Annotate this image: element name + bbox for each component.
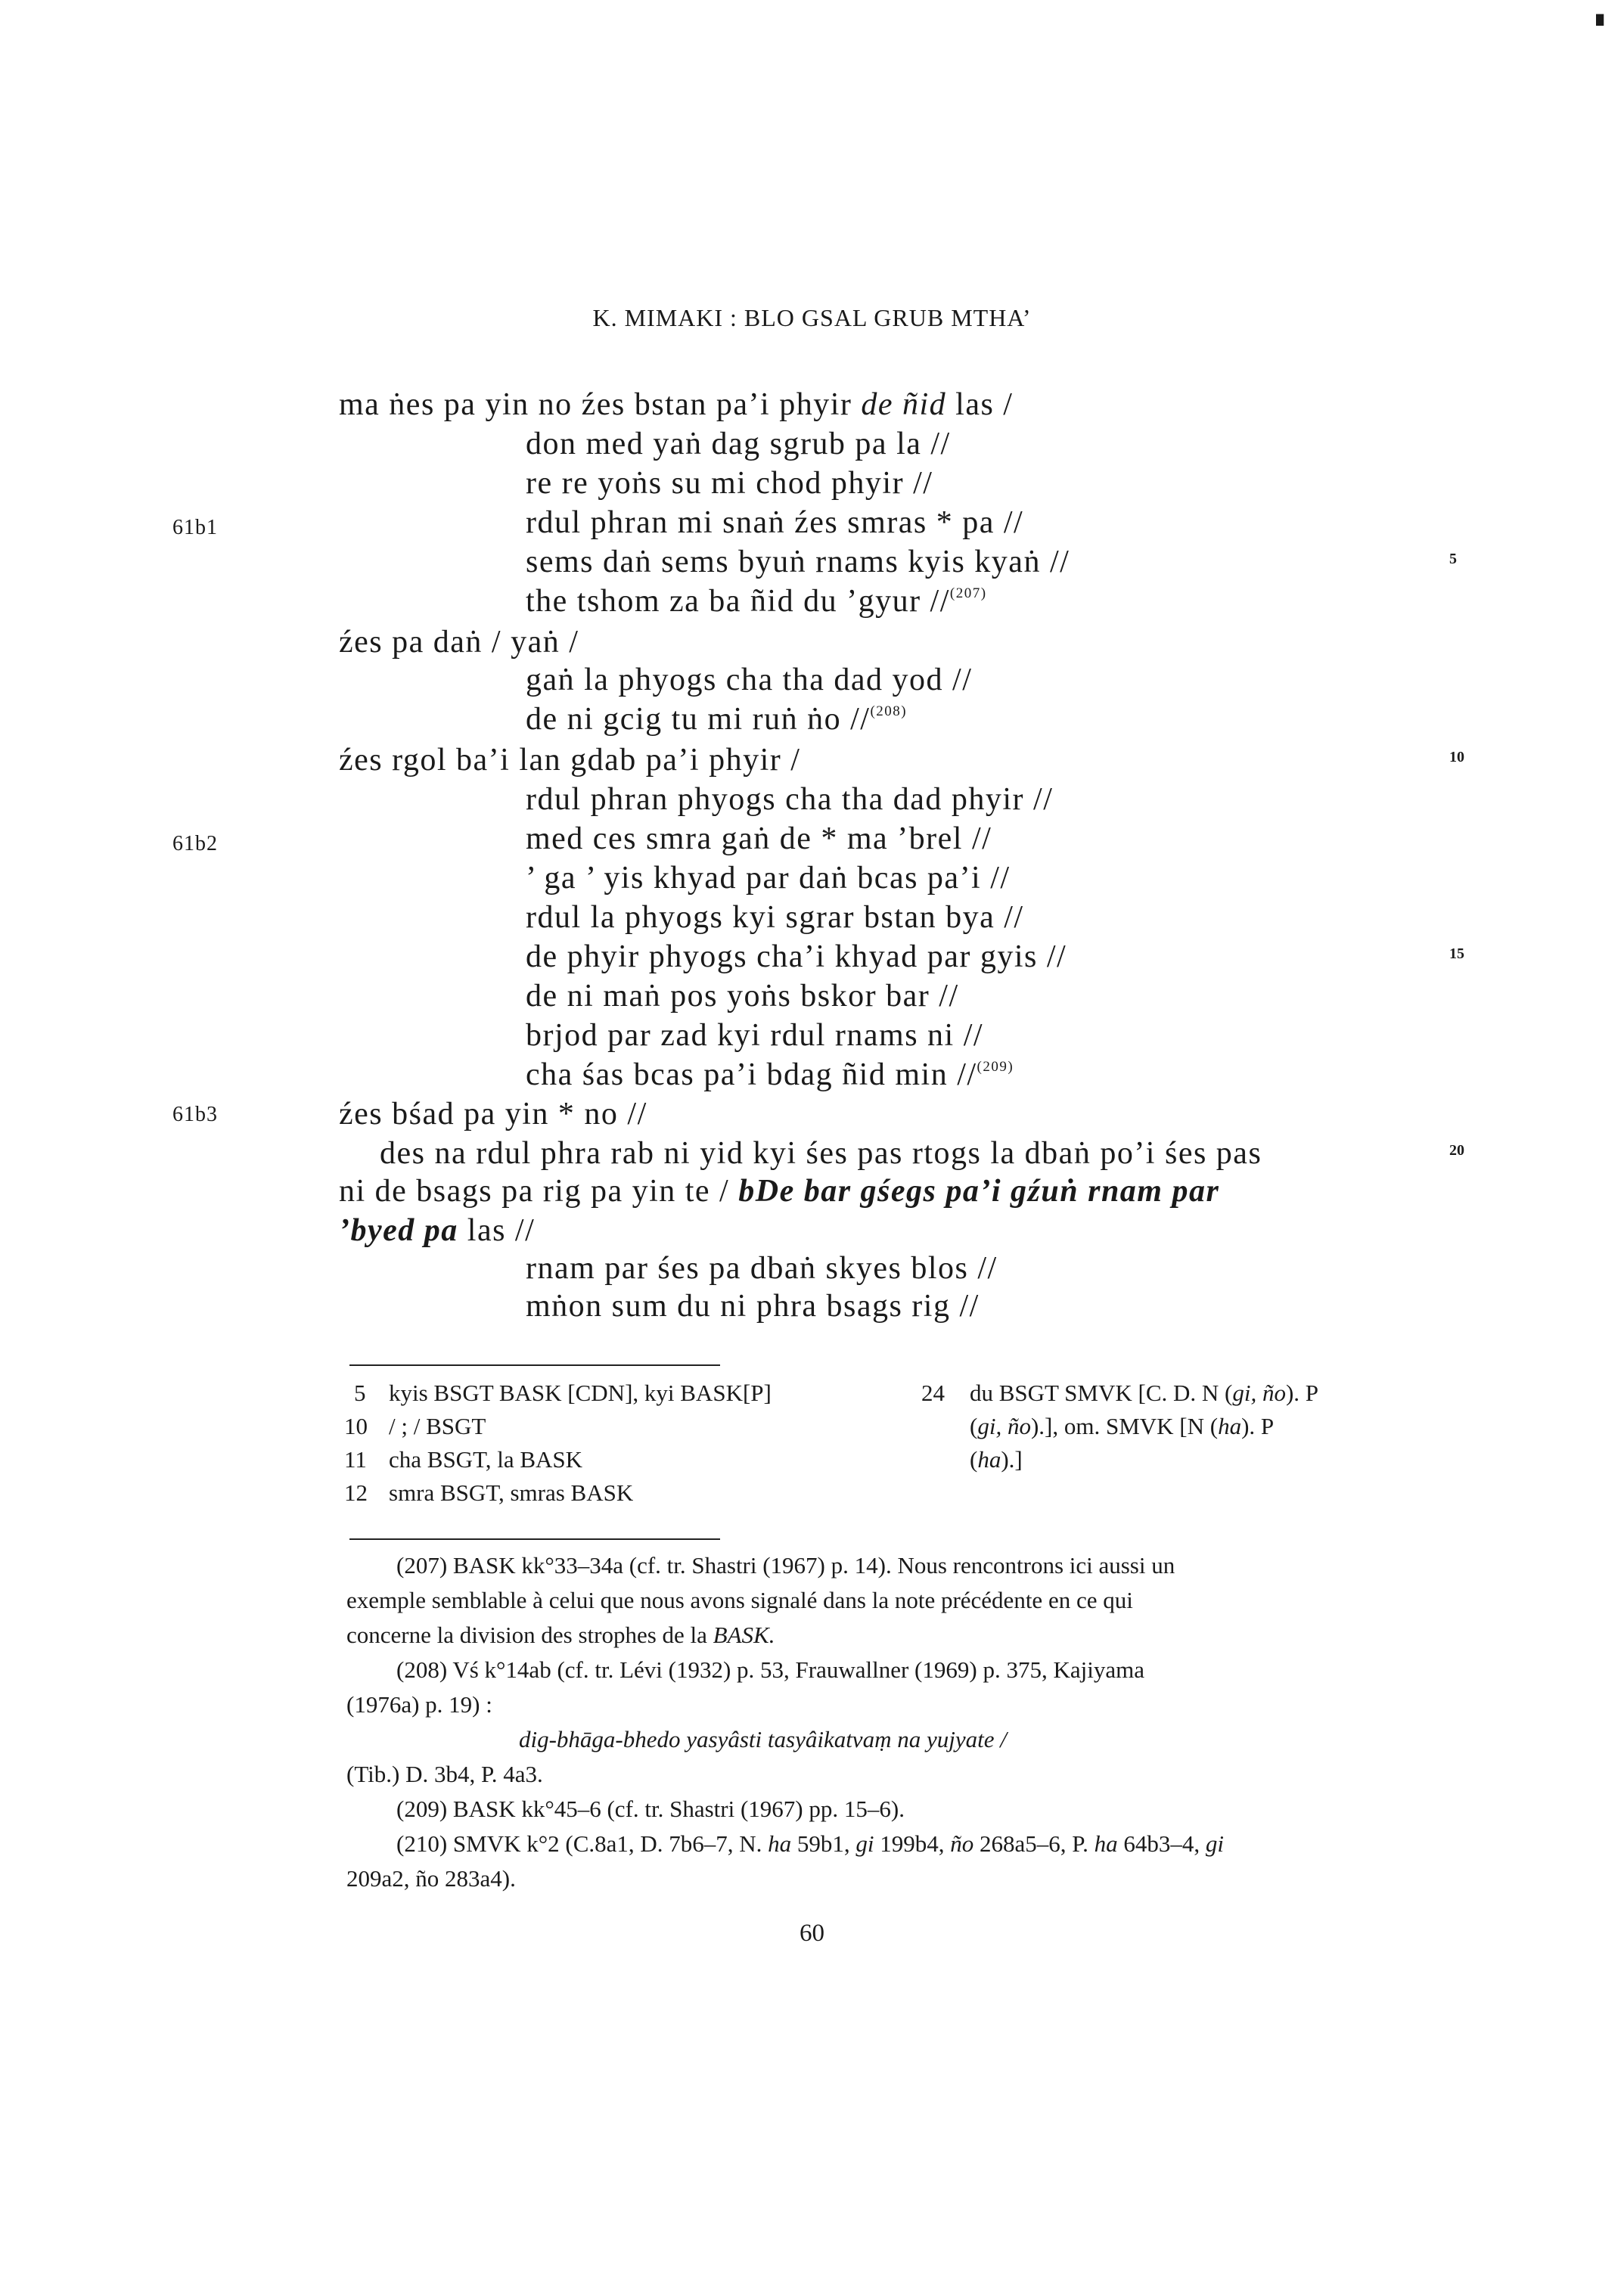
apparatus-entry-right: 24 du BSGT SMVK [C. D. N (gi, ño). P bbox=[921, 1380, 1319, 1406]
folio-ref: 61b2 bbox=[172, 832, 218, 855]
text-line: rdul phran mi snaṅ źes smras * pa // bbox=[526, 505, 1024, 540]
apparatus-rule bbox=[349, 1364, 720, 1366]
text-line: don med yaṅ dag sgrub pa la // bbox=[526, 427, 951, 461]
text-line: mṅon sum du ni phra bsags rig // bbox=[526, 1289, 980, 1324]
apparatus-entry: 11 cha BSGT, la BASK bbox=[344, 1446, 583, 1473]
footnote-210: (210) SMVK k°2 (C.8a1, D. 7b6–7, N. ha 59b1, gi 199b4, ño 268a5–6, P. ha 64b3–4, gi bbox=[396, 1830, 1224, 1857]
line-number: 20 bbox=[1449, 1142, 1464, 1159]
text-line: de ni gcig tu mi ruṅ ṅo //$^{(208)}$ bbox=[526, 702, 908, 737]
text-line: źes bśad pa yin * no // bbox=[339, 1097, 647, 1131]
page-number: 60 bbox=[800, 1920, 824, 1947]
footnote-rule bbox=[349, 1538, 720, 1540]
text-line: ’byed pa las // bbox=[339, 1213, 536, 1248]
footnote-line: concerne la division des strophes de la BASK. bbox=[346, 1622, 775, 1648]
text-line: rnam par śes pa dbaṅ skyes blos // bbox=[526, 1251, 998, 1286]
line-number: 15 bbox=[1449, 945, 1464, 962]
text-line: gaṅ la phyogs cha tha dad yod // bbox=[526, 663, 973, 697]
running-header: K. MIMAKI : BLO GSAL GRUB MTHA’ bbox=[592, 304, 1032, 331]
footnote-line: 209a2, ño 283a4). bbox=[346, 1865, 516, 1892]
apparatus-entry: 10 / ; / BSGT bbox=[344, 1413, 486, 1439]
footnote-sanskrit: dig-bhāga-bhedo yasyâsti tasyâikatvaṃ na yujyate / bbox=[519, 1726, 1007, 1752]
apparatus-entry-right: (gi, ño).], om. SMVK [N (ha). P bbox=[970, 1413, 1275, 1439]
text-line: des na rdul phra rab ni yid kyi śes pas rtogs la dbaṅ po’i śes pas bbox=[380, 1136, 1262, 1171]
text-line: rdul la phyogs kyi sgrar bstan bya // bbox=[526, 900, 1024, 935]
footnote-line: exemple semblable à celui que nous avons signalé dans la note précédente en ce qui bbox=[346, 1587, 1133, 1613]
apparatus-entry: 12 smra BSGT, smras BASK bbox=[344, 1479, 634, 1506]
footnote-line: (1976a) p. 19) : bbox=[346, 1691, 492, 1718]
line-number: 5 bbox=[1449, 551, 1457, 567]
footnote-207: (207) BASK kk°33–34a (cf. tr. Shastri (1967) p. 14). Nous rencontrons ici aussi un bbox=[396, 1552, 1175, 1578]
corner-mark: ▝ bbox=[1588, 15, 1604, 37]
text-line: ma ṅes pa yin no źes bstan pa’i phyir de ñid las / bbox=[339, 387, 1014, 422]
text-line: re re yoṅs su mi chod phyir // bbox=[526, 466, 933, 501]
text-line: brjod par zad kyi rdul rnams ni // bbox=[526, 1018, 984, 1053]
text-line: med ces smra gaṅ de * ma ’brel // bbox=[526, 821, 992, 856]
folio-ref: 61b1 bbox=[172, 516, 218, 539]
footnote-209: (209) BASK kk°45–6 (cf. tr. Shastri (1967) pp. 15–6). bbox=[396, 1796, 905, 1822]
apparatus-entry-right: (ha).] bbox=[970, 1446, 1023, 1473]
text-line: źes pa daṅ / yaṅ / bbox=[339, 625, 579, 660]
text-line: źes rgol ba’i lan gdab pa’i phyir / bbox=[339, 743, 801, 778]
line-number: 10 bbox=[1449, 749, 1464, 765]
text-line: sems daṅ sems byuṅ rnams kyis kyaṅ // bbox=[526, 545, 1070, 579]
folio-ref: 61b3 bbox=[172, 1103, 218, 1126]
text-line: de phyir phyogs cha’i khyad par gyis // bbox=[526, 939, 1067, 974]
text-line: rdul phran phyogs cha tha dad phyir // bbox=[526, 782, 1054, 817]
text-line: de ni maṅ pos yoṅs bskor bar // bbox=[526, 979, 959, 1014]
apparatus-entry: 5 kyis BSGT BASK [CDN], kyi BASK[P] bbox=[354, 1380, 772, 1406]
text-line: the tshom za ba ñid du ’gyur //$^{(207)}$ bbox=[526, 584, 987, 619]
text-line: ’ ga ’ yis khyad par daṅ bcas pa’i // bbox=[526, 861, 1011, 896]
footnote-line: (Tib.) D. 3b4, P. 4a3. bbox=[346, 1761, 543, 1787]
footnote-208: (208) Vś k°14ab (cf. tr. Lévi (1932) p. 53, Frauwallner (1969) p. 375, Kajiyama bbox=[396, 1656, 1144, 1683]
text-line: ni de bsags pa rig pa yin te / bDe bar gśegs pa’i gźuṅ rnam par bbox=[339, 1174, 1220, 1209]
text-line: cha śas bcas pa’i bdag ñid min //$^{(209)}$ bbox=[526, 1057, 1014, 1092]
